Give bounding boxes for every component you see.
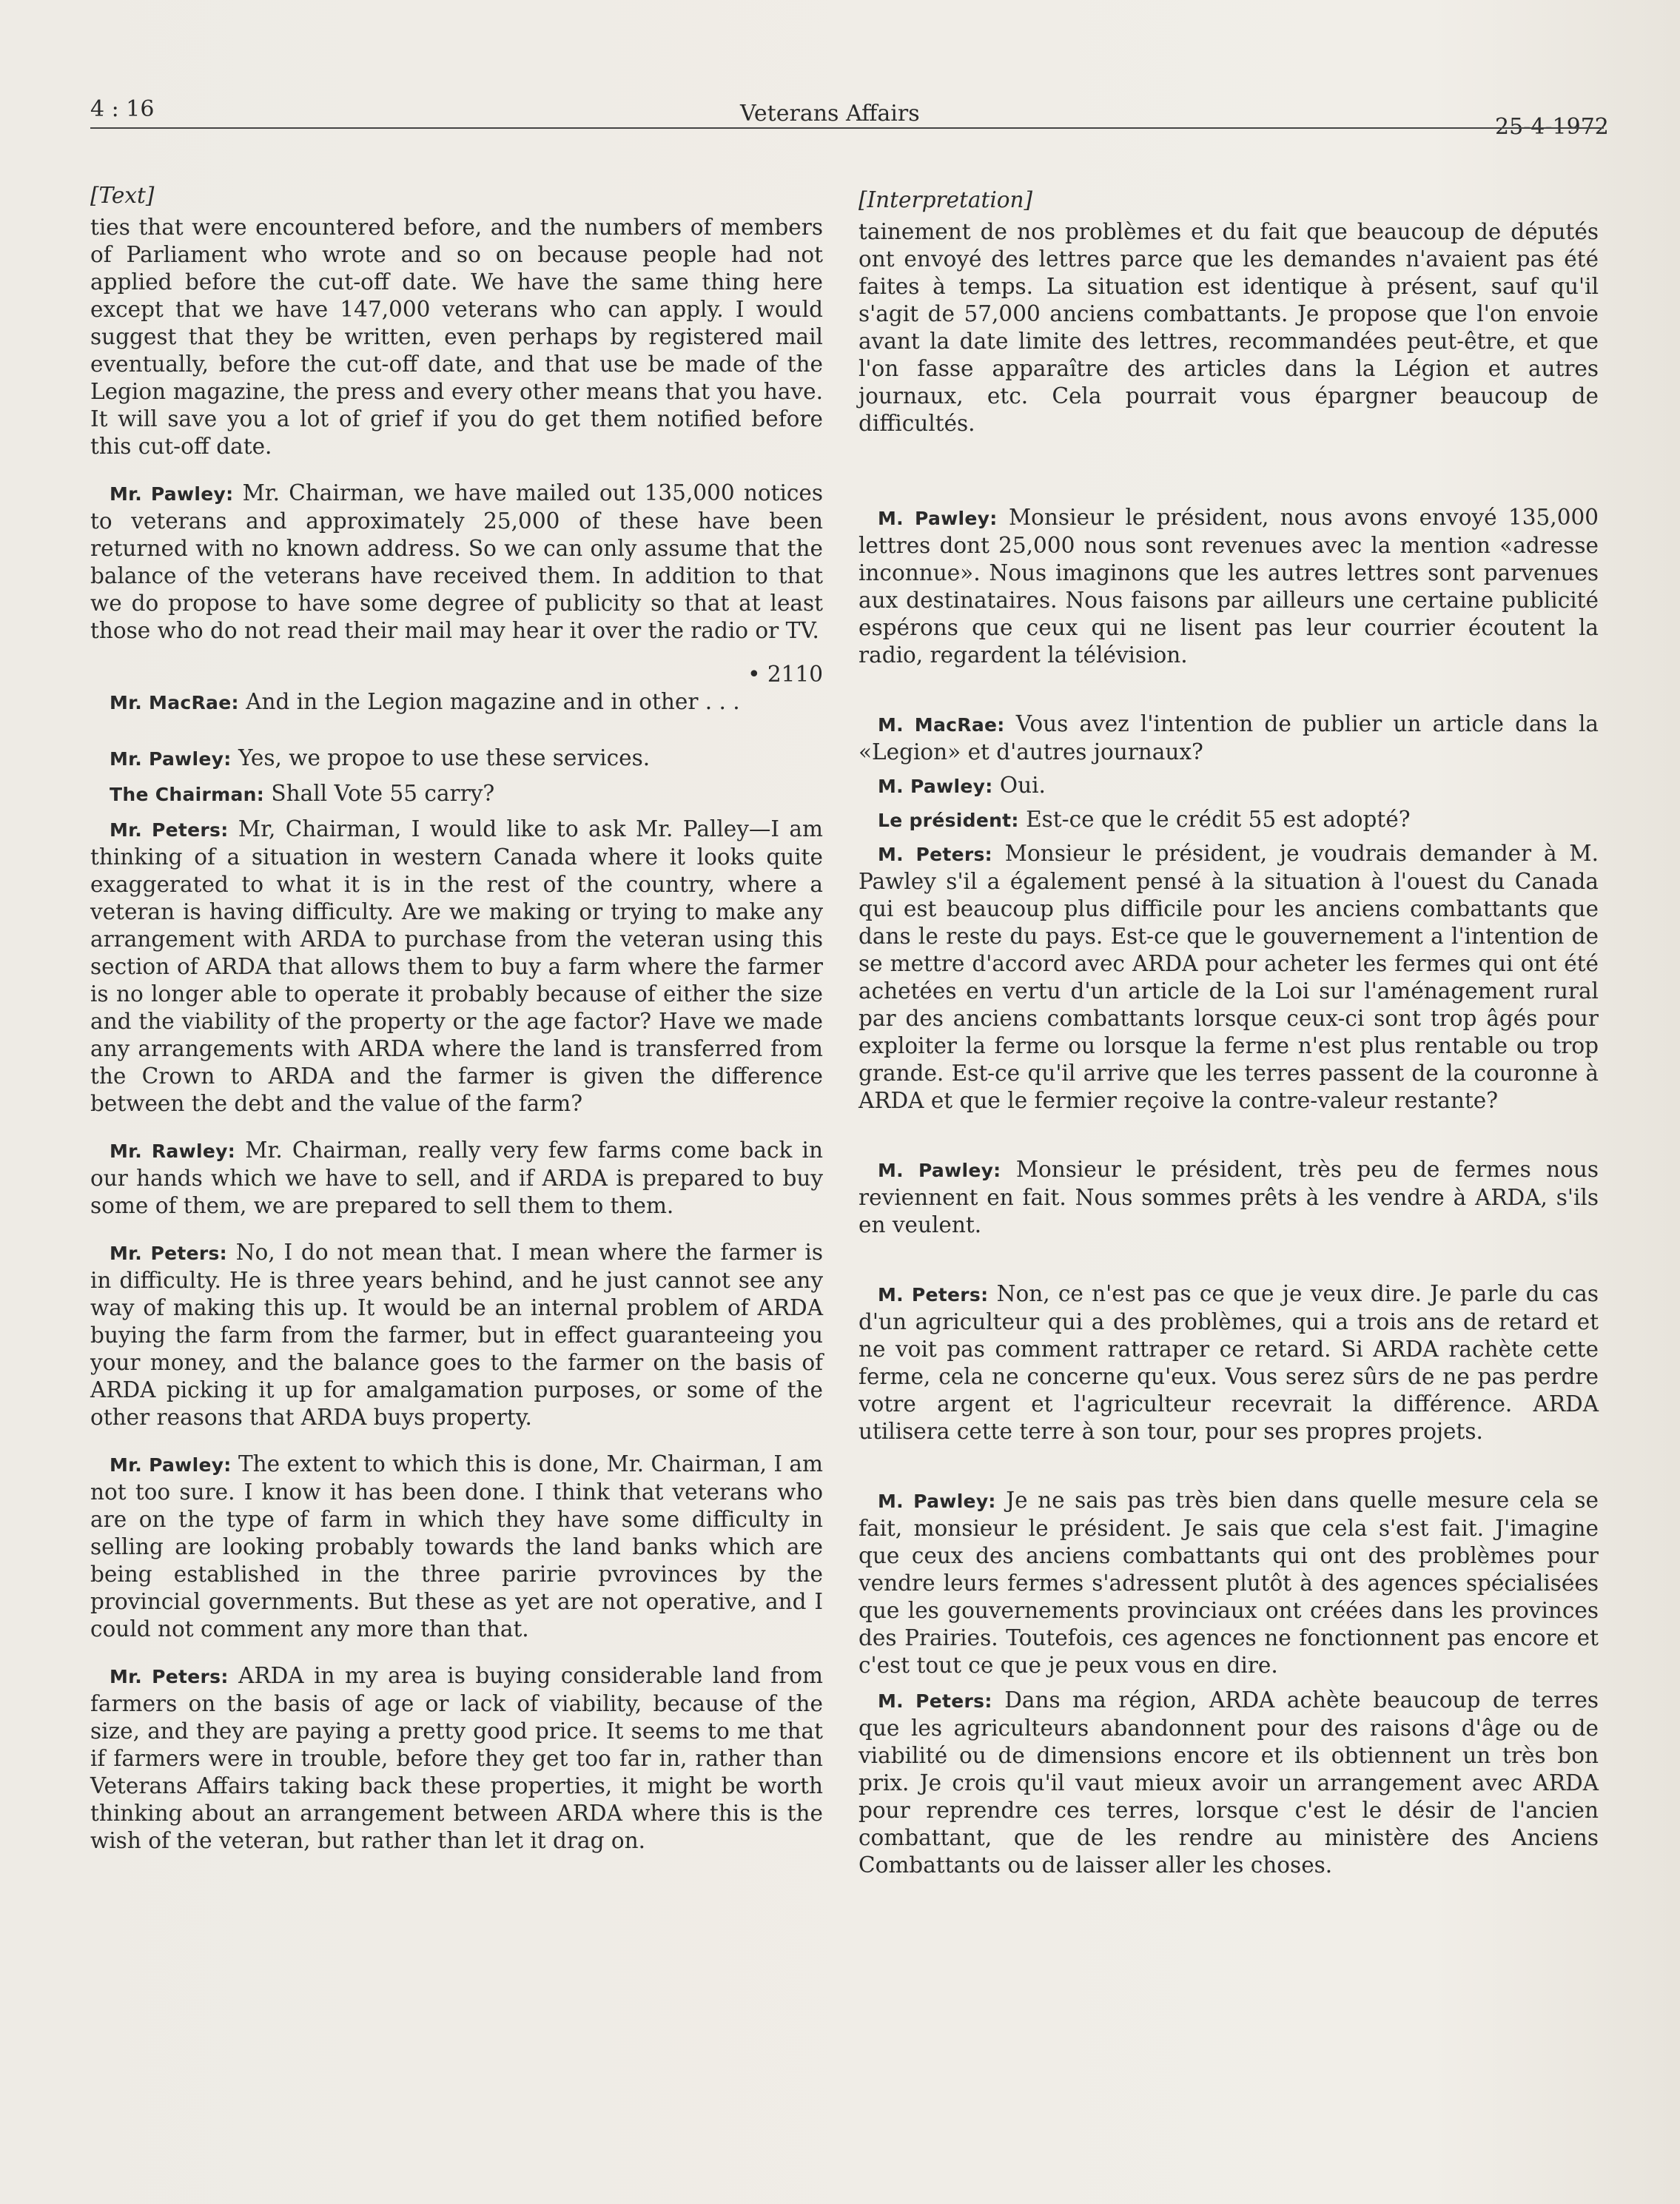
speaker-label: Mr. Pawley: [110, 748, 232, 770]
speaker-label: M. Pawley: [878, 1491, 996, 1512]
speech-paragraph [859, 1280, 1599, 1445]
speech-text: And in the Legion magazine and in other . . . [238, 689, 740, 714]
speech-text: Monsieur le président, nous avons envoyé 135,000 lettres dont 25,000 nous sont revenues avec la mention «adresse inconnue». Nous imaginons que les autres lettres sont parvenues aux destinataires. Nous faisons par ailleurs une certaine publicité espérons que ceux qui ne lisent pas leur courrier écoutent la radio, regardent la télévision. [859, 505, 1599, 668]
speaker-label: M. Peters: [878, 1690, 992, 1712]
english-column [90, 182, 823, 1855]
speech-paragraph [859, 504, 1599, 669]
speaker-label: Mr. Pawley: [110, 483, 234, 505]
running-title: Veterans Affairs [740, 101, 920, 127]
paragraph: ties that were encountered before, and the numbers of members of Parliament who wrote and so on because people had not applied before the cut-off date. We have the same thing here except that we have 147,000 veterans who can apply. I would suggest that they be written, even perhaps by registered mail eventually, before the cut-off date, and that use be made of the Legion magazine, the press and every other means that you have. It will save you a lot of grief if you do get them notified before this cut-off date. [90, 215, 823, 459]
speech-text: Monsieur le président, je voudrais demander à M. Pawley s'il a également pensé à la situation à l'ouest du Canada qui est beaucoup plus difficile pour les anciens combattants que dans le reste du pays. Est-ce que le gouvernement a l'intention de se mettre d'accord avec ARDA pour acheter les fermes qui ont été achetées en vertu d'un article de la Loi sur l'aménagement rural par des anciens combattants lorsque ceux-ci sont trop âgés pour exploiter la ferme ou lorsque la ferme n'est plus rentable ou trop grande. Est-ce qu'il arrive que les terres passent de la couronne à ARDA et que le fermier reçoive la contre-valeur restante? [859, 841, 1599, 1113]
speech-text: Dans ma région, ARDA achète beaucoup de terres que les agriculteurs abandonnent pour des raisons d'âge ou de viabilité ou de dimensions encore et ils obtiennent un très bon prix. Je crois qu'il vaut mieux avoir un arrangement avec ARDA pour reprendre ces terres, lorsque c'est le désir de l'ancien combattant, que de les rendre au ministère des Anciens Combattants ou de laisser aller les choses. [859, 1687, 1599, 1878]
speech-paragraph [90, 1137, 823, 1220]
speech-paragraph [90, 1451, 823, 1643]
speech-paragraph [90, 1662, 823, 1855]
speech-text: Est-ce que le crédit 55 est adopté? [1018, 807, 1411, 832]
speech-text: Je ne sais pas très bien dans quelle mesure cela se fait, monsieur le président. Je sais que cela s'est fait. J'imagine que ceux des anciens combattants qui ont des problèmes pour vendre leurs fermes s'adressent plutôt à des agences spécialisées que les gouvernements provinciaux ont créées dans les provinces des Prairies. Toutefois, ces agences ne fonctionnent pas encore et c'est tout ce que je peux vous en dire. [859, 1488, 1599, 1678]
header-rule [90, 127, 1604, 129]
speech-paragraph [859, 806, 1599, 834]
speech-text: Non, ce n'est pas ce que je veux dire. Je parle du cas d'un agriculteur qui a des problèmes, qui a trois ans de retard et ne voit pas comment rattraper ce retard. Si ARDA rachète cette ferme, cela ne concerne qu'eux. Vous serez sûrs de ne pas perdre votre argent et l'agriculteur recevrait la différence. ARDA utilisera cette terre à son tour, pour ses propres projets. [859, 1281, 1599, 1444]
speech-paragraph [90, 816, 823, 1118]
speech-paragraph [90, 480, 823, 645]
speech-paragraph [90, 1239, 823, 1431]
speaker-label: Le président: [878, 810, 1019, 831]
speech-text: ARDA in my area is buying considerable land from farmers on the basis of age or lack of viability, because of the size, and they are paying a pretty good price. It seems to me that if farmers were in trouble, before they get too far in, rather than Veterans Affairs taking back these properties, it might be worth thinking about an arrangement between ARDA where this is the wish of the veteran, but rather than let it drag on. [90, 1663, 823, 1853]
speech-paragraph [859, 1487, 1599, 1679]
speaker-label: M. MacRae: [878, 714, 1005, 736]
speech-text: Yes, we propoe to use these services. [231, 745, 651, 770]
speech-paragraph [90, 688, 823, 716]
paragraph: tainement de nos problèmes et du fait que beaucoup de députés ont envoyé des lettres parce que les demandes n'avaient pas été faites à temps. La situation est identique à présent, sauf qu'il s'agit de 57,000 anciens combattants. Je propose que l'on envoie avant la date limite des lettres, recommandées peut-être, et que l'on fasse apparaître des articles dans la Légion et autres journaux, etc. Cela pourrait vous épargner beaucoup de difficultés. [859, 219, 1599, 436]
speaker-label: Mr. MacRae: [110, 692, 239, 713]
speaker-label: Mr. Pawley: [110, 1454, 232, 1476]
speech-paragraph [90, 745, 823, 773]
speech-text: Mr, Chairman, I would like to ask Mr. Palley—I am thinking of a situation in western Canada where it looks quite exaggerated to what it is in the rest of the country, where a veteran is having difficulty. Are we making or trying to make any arrangement with ARDA to purchase from the veteran using this section of ARDA that allows them to buy a farm where the farmer is no longer able to operate it probably because of either the size and the viability of the property or the age factor? Have we made any arrangements with ARDA where the land is transferred from the Crown to ARDA and the farmer is given the difference between the debt and the value of the farm? [90, 816, 823, 1116]
speech-text: Vous avez l'intention de publier un article dans la «Legion» et d'autres journaux? [859, 711, 1599, 765]
speech-text: Shall Vote 55 carry? [264, 781, 495, 806]
header-date: 25-4-1972 [1495, 114, 1609, 140]
time-marker: • 2110 [747, 662, 823, 687]
speech-paragraph [859, 1687, 1599, 1879]
french-column [859, 187, 1599, 1879]
interpretation-tag: [Interpretation] [859, 187, 1033, 212]
speech-paragraph [859, 772, 1599, 800]
speech-text: Monsieur le président, très peu de fermes nous reviennent en fait. Nous sommes prêts à les vendre à ARDA, s'ils en veulent. [859, 1157, 1599, 1237]
speaker-label: M. Peters: [878, 1284, 989, 1306]
speaker-label: Mr. Rawley: [110, 1140, 236, 1162]
speech-paragraph [859, 840, 1599, 1115]
page-number: 4 : 16 [90, 96, 155, 122]
speaker-label: M. Pawley: [878, 508, 998, 529]
speech-text: Oui. [992, 773, 1046, 798]
speech-paragraph [90, 780, 823, 808]
speaker-label: Mr. Peters: [110, 819, 229, 841]
speaker-label: Mr. Peters: [110, 1243, 227, 1264]
speech-paragraph [859, 1156, 1599, 1239]
speech-paragraph [859, 710, 1599, 766]
speaker-label: M. Peters: [878, 844, 992, 865]
speech-text: The extent to which this is done, Mr. Chairman, I am not too sure. I know it has been done. I think that veterans who are on the type of farm in which they have some difficulty in selling are looking probably towards the land banks which are being established in the three paririe pvrovinces by the provincial governments. But these as yet are not operative, and I could not comment any more than that. [90, 1451, 823, 1642]
speech-text: Mr. Chairman, we have mailed out 135,000 notices to veterans and approximately 25,000 of these have been returned with no known address. So we can only assume that the balance of the veterans have received them. In addition to that we do propose to have some degree of publicity so that at least those who do not read their mail may hear it over the radio or TV. [90, 480, 823, 643]
speaker-label: Mr. Peters: [110, 1666, 229, 1687]
speaker-label: M. Pawley: [878, 776, 993, 797]
speaker-label: The Chairman: [110, 784, 265, 805]
speaker-label: M. Pawley: [878, 1160, 1001, 1181]
text-tag: [Text] [90, 183, 155, 208]
speech-text: No, I do not mean that. I mean where the farmer is in difficulty. He is three years behind, and he just cannot see any way of making this up. It would be an internal problem of ARDA buying the farm from the farmer, but in effect guaranteeing you your money, and the balance goes to the farmer on the basis of ARDA picking it up for amalgamation purposes, or some of the other reasons that ARDA buys property. [90, 1240, 823, 1430]
speech-text: Mr. Chairman, really very few farms come back in our hands which we have to sell, and if ARDA is prepared to buy some of them, we are prepared to sell them to them. [90, 1138, 823, 1218]
